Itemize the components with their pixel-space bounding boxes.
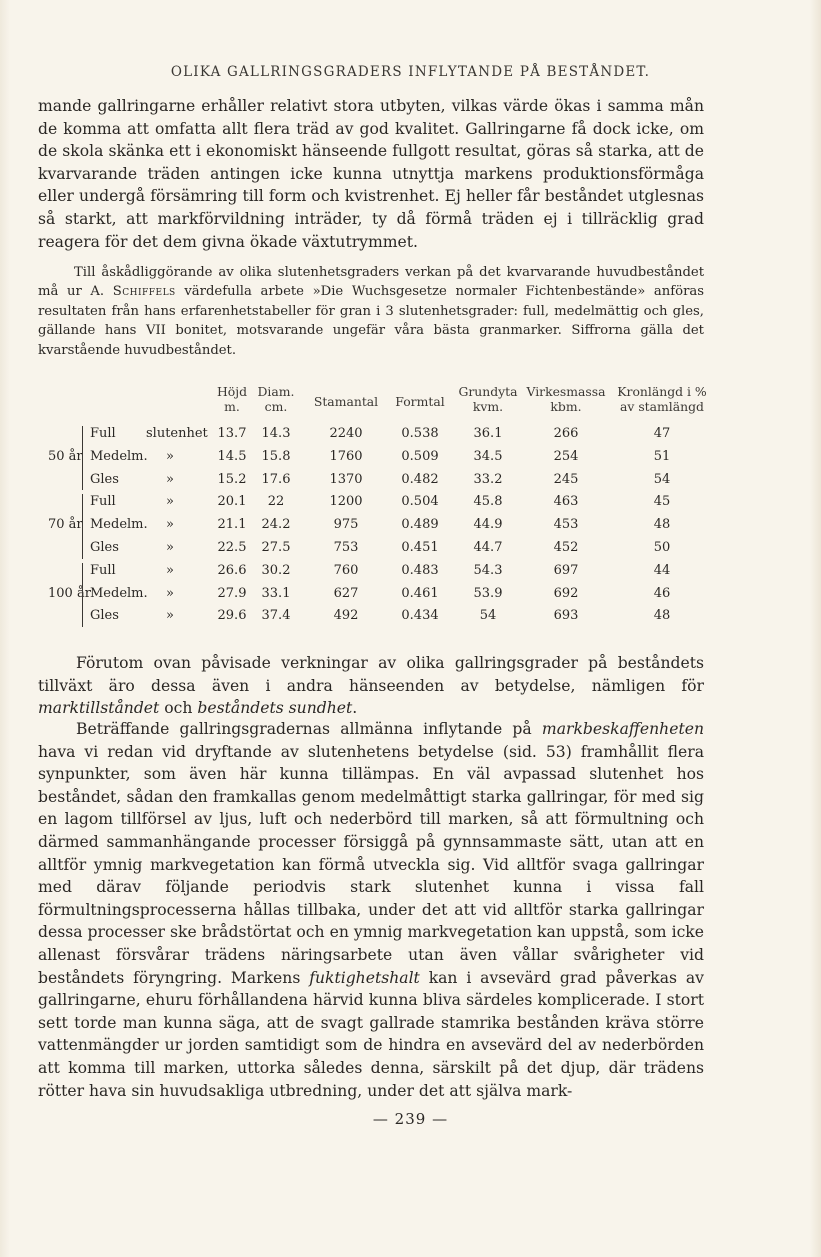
cell-kron: 44 bbox=[653, 562, 671, 578]
author-name: Schiffels bbox=[112, 284, 176, 300]
cell-kron: 48 bbox=[653, 608, 671, 624]
paragraph-3-text-b: och bbox=[164, 699, 193, 718]
cell-stamantal: 2240 bbox=[329, 426, 363, 441]
cell-diam: 33.1 bbox=[261, 585, 291, 601]
table-row bbox=[0, 538, 821, 560]
cell-stamantal: 975 bbox=[333, 517, 359, 533]
cell-formtal: 0.538 bbox=[401, 426, 439, 441]
cell-kron: 45 bbox=[653, 494, 671, 510]
cell-grundyta: 45.8 bbox=[473, 494, 503, 510]
header-diam: Diam. cm. bbox=[257, 384, 295, 414]
grade-suffix: » bbox=[166, 517, 174, 533]
table-row bbox=[0, 561, 821, 583]
paragraph-1: mande gallringarne erhåller relativt stora utbyten, vilkas värde ökas i samma mån de komma att omfatta allt flera träd av god kvalitet. Gallringarne få dock icke, om de skola skänka ett i ekonomiskt hänseende fullgott resultat, göras så starka, att de kvarvarande träden antingen icke kunna utnyttja markens produktionsförmåga eller undergå försämring till form och kvistrenhet. Ej heller får beståndet utglesnas så starkt, att markförvildning inträder, ty då förmå träden ej i tillräcklig grad reagera för det dem givna ökade växtutrymmet. bbox=[38, 97, 704, 251]
grade-label: Medelm. bbox=[90, 517, 148, 533]
grade-label: Full bbox=[90, 426, 116, 441]
paragraph-2-text-a: Till åskådliggörande av olika slutenhetsgraders verkan på det kvarvarande huvudbeståndet må ur A. bbox=[38, 265, 704, 300]
table-row bbox=[0, 492, 821, 514]
grade-suffix: » bbox=[166, 494, 174, 510]
grade-label: Medelm. bbox=[90, 585, 148, 601]
grade-suffix: » bbox=[166, 471, 174, 487]
cell-diam: 27.5 bbox=[261, 540, 291, 555]
cell-stamantal: 1200 bbox=[329, 494, 363, 510]
cell-diam: 17.6 bbox=[261, 471, 291, 487]
cell-formtal: 0.482 bbox=[401, 471, 439, 487]
cell-formtal: 0.483 bbox=[401, 562, 439, 578]
cell-formtal: 0.451 bbox=[401, 540, 439, 555]
age-group-label: 70 år bbox=[48, 517, 83, 533]
cell-virkes: 693 bbox=[553, 608, 579, 624]
paragraph-2 bbox=[38, 263, 704, 360]
cell-virkes: 697 bbox=[553, 562, 579, 578]
cell-formtal: 0.489 bbox=[401, 517, 439, 533]
cell-grundyta: 54.3 bbox=[473, 562, 503, 578]
table-row bbox=[0, 584, 821, 606]
page-number: — 239 — bbox=[372, 1110, 449, 1128]
cell-diam: 14.3 bbox=[261, 426, 291, 441]
paragraph-3-text-a: Förutom ovan påvisade verkningar av olika gallringsgrader på beståndets tillväxt äro dessa även i andra hänseenden av betydelse, nämligen för bbox=[38, 654, 704, 695]
cell-kron: 50 bbox=[653, 540, 671, 555]
cell-kron: 54 bbox=[653, 471, 671, 487]
cell-diam: 24.2 bbox=[261, 517, 291, 533]
grade-suffix: » bbox=[166, 585, 174, 601]
running-head: OLIKA GALLRINGSGRADERS INFLYTANDE PÅ BESTÅNDET. bbox=[170, 64, 651, 80]
grade-suffix: » bbox=[166, 448, 174, 464]
cell-formtal: 0.504 bbox=[401, 494, 439, 510]
table-row bbox=[0, 606, 821, 628]
cell-grundyta: 33.2 bbox=[473, 471, 503, 487]
grade-label: Full bbox=[90, 494, 116, 510]
header-stamantal: Stamantal bbox=[313, 394, 379, 409]
table-header bbox=[0, 384, 821, 424]
grade-suffix: » bbox=[166, 562, 174, 578]
cell-grundyta: 34.5 bbox=[473, 448, 503, 464]
cell-formtal: 0.509 bbox=[401, 448, 439, 464]
paragraph-3-emphasis-1: marktillståndet bbox=[38, 699, 160, 718]
cell-stamantal: 1370 bbox=[329, 471, 363, 487]
cell-grundyta: 53.9 bbox=[473, 585, 503, 601]
cell-hojd: 26.6 bbox=[217, 562, 247, 578]
header-formtal: Formtal bbox=[395, 394, 445, 409]
paragraph-4-emphasis-2: fuktighetshalt bbox=[309, 968, 420, 987]
cell-diam: 22 bbox=[267, 494, 285, 510]
cell-hojd: 27.9 bbox=[217, 585, 247, 601]
cell-virkes: 254 bbox=[553, 448, 579, 464]
grade-suffix: » bbox=[166, 540, 174, 555]
cell-stamantal: 760 bbox=[333, 562, 359, 578]
cell-hojd: 20.1 bbox=[217, 494, 247, 510]
paragraph-3-emphasis-2: beståndets sundhet bbox=[197, 699, 353, 718]
cell-grundyta: 44.7 bbox=[473, 540, 503, 555]
cell-diam: 37.4 bbox=[261, 608, 291, 624]
grade-suffix: slutenhet bbox=[146, 426, 208, 441]
grade-suffix: » bbox=[166, 608, 174, 624]
table-row bbox=[0, 470, 821, 492]
age-group-label: 50 år bbox=[48, 448, 83, 464]
table-row bbox=[0, 447, 821, 469]
paragraph-4-emphasis-1: markbeskaffenheten bbox=[541, 720, 704, 738]
cell-hojd: 22.5 bbox=[217, 540, 247, 555]
cell-virkes: 692 bbox=[553, 585, 579, 601]
cell-hojd: 14.5 bbox=[217, 448, 247, 464]
cell-stamantal: 1760 bbox=[329, 448, 363, 464]
paragraph-3-end: . bbox=[352, 699, 358, 718]
table-row bbox=[0, 424, 821, 446]
cell-hojd: 15.2 bbox=[217, 471, 247, 487]
cell-virkes: 245 bbox=[553, 471, 579, 487]
cell-grundyta: 44.9 bbox=[473, 517, 503, 533]
cell-diam: 15.8 bbox=[261, 448, 291, 464]
cell-hojd: 29.6 bbox=[217, 608, 247, 624]
cell-diam: 30.2 bbox=[261, 562, 291, 578]
cell-virkes: 452 bbox=[553, 540, 579, 555]
cell-kron: 47 bbox=[653, 426, 671, 441]
paragraph-2-text-b: värdefulla arbete »Die Wuchsgesetze normaler Fichtenbestände» anföras resultaten från hans erfarenhetstabeller för gran i 3 slutenhetsgrader: full, medelmättig och gles, gällande hans VII bonitet, motsvarande ungefär våra bästa granmarker. Siffrorna gälla det kvarstående huvudbeståndet. bbox=[38, 284, 705, 358]
cell-kron: 48 bbox=[653, 517, 671, 533]
cell-grundyta: 36.1 bbox=[473, 426, 503, 441]
cell-virkes: 266 bbox=[553, 426, 579, 441]
grade-label: Gles bbox=[90, 471, 119, 487]
cell-grundyta: 54 bbox=[479, 608, 497, 624]
grade-label: Gles bbox=[90, 608, 119, 624]
age-group-label: 100 år bbox=[48, 585, 91, 601]
cell-virkes: 453 bbox=[553, 517, 579, 533]
cell-stamantal: 492 bbox=[333, 608, 359, 624]
header-grundyta: Grundyta kvm. bbox=[458, 384, 518, 414]
grade-label: Gles bbox=[90, 540, 119, 555]
paragraph-4 bbox=[38, 718, 704, 1102]
paragraph-4-text-a: Beträffande gallringsgradernas allmänna inflytande på bbox=[76, 720, 532, 738]
header-virkesmassa: Virkesmassa kbm. bbox=[526, 384, 606, 414]
cell-stamantal: 753 bbox=[333, 540, 359, 555]
cell-virkes: 463 bbox=[553, 494, 579, 510]
grade-label: Medelm. bbox=[90, 448, 148, 464]
header-hojd: Höjd m. bbox=[216, 384, 248, 414]
paragraph-4-text-b: hava vi redan vid dryftande av slutenhetens betydelse (sid. 53) framhållit flera synpunkter, som även här kunna tillämpas. En väl avpassad slutenhet hos beståndet, sådan den framkallas genom medelmåttigt starka gallringar, för med sig en lagom tillförsel av ljus, luft och nederbörd till marken, så att förmultning och därmed sammanhängande processer försiggå på gynnsammaste sätt, utan att en alltför ymnig markvegetation kan förmå utveckla sig. Vid alltför svaga gallringar med därav följande periodvis stark slutenhet kunna i vissa fall förmultningsprocesserna hållas tillbaka, under det att vid alltför starka gallringar dessa processer ske brådstörtat och en ymnig markvegetation kan uppstå, som icke allenast försvårar trädens näringsarbete utan även vållar svårigheter vid beståndets föryngring. Markens bbox=[38, 742, 704, 987]
cell-stamantal: 627 bbox=[333, 585, 359, 601]
paragraph-4-text-c: kan i avsevärd grad påverkas av gallringarne, ehuru förhållandena härvid kunna bliva särdeles komplicerade. I stort sett torde man kunna säga, att de svagt gallrade stamrika bestånden kräva större vattenmängder ur jorden samtidigt som de hindra en avsevärd del av nederbörden att komma till marken, uttorka således denna, särskilt på det djup, där trädens rötter hava sin huvudsakliga utbredning, under det att själva mark- bbox=[38, 968, 704, 1100]
grade-label: Full bbox=[90, 562, 116, 578]
cell-hojd: 13.7 bbox=[217, 426, 247, 441]
cell-hojd: 21.1 bbox=[217, 517, 247, 533]
cell-kron: 51 bbox=[653, 448, 671, 464]
cell-formtal: 0.461 bbox=[401, 585, 439, 601]
paragraph-3 bbox=[38, 652, 704, 720]
header-kronlangd: Kronlängd i % av stamlängd bbox=[617, 384, 707, 414]
table-row bbox=[0, 515, 821, 537]
cell-kron: 46 bbox=[653, 585, 671, 601]
cell-formtal: 0.434 bbox=[401, 608, 439, 624]
